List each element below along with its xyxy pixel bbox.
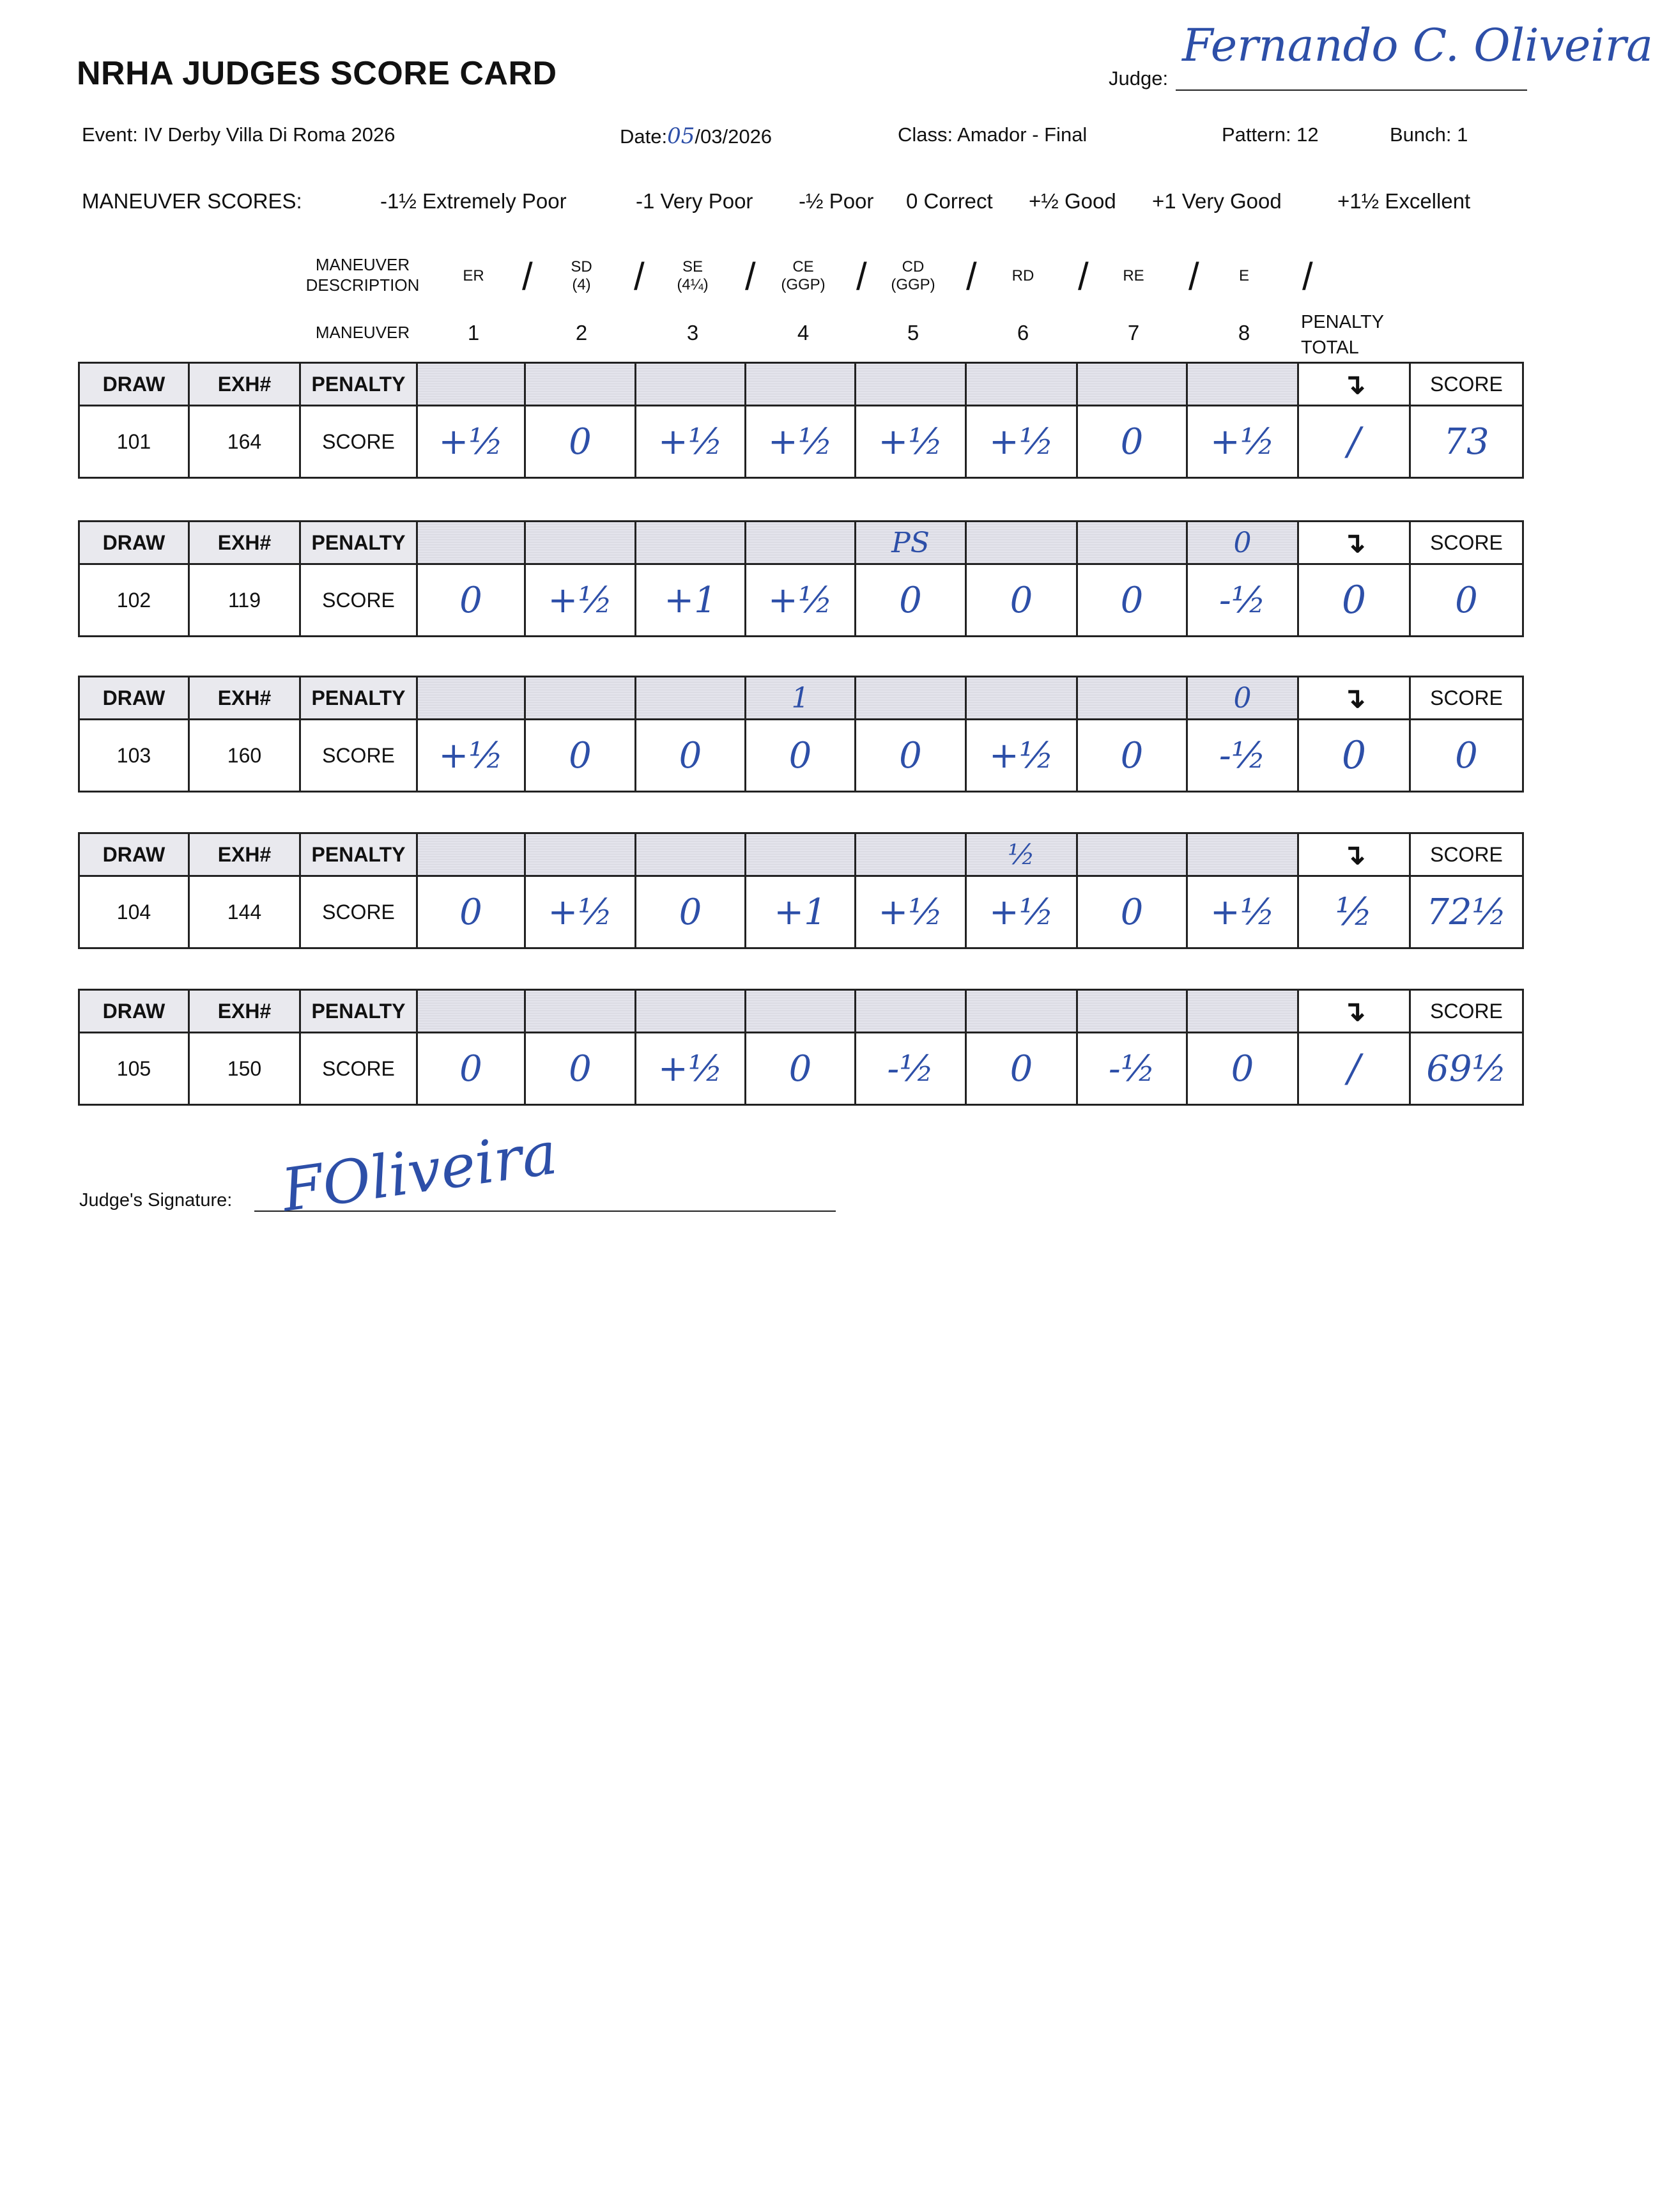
maneuver-score-cell[interactable]: +½ [417,720,525,792]
scale-item: -1½ Extremely Poor [380,189,567,213]
maneuver-detail: (GGP) [781,276,826,293]
scale-item: +½ Good [1029,189,1116,213]
penalty-cell[interactable] [417,363,525,406]
exhibitor-number: 150 [189,1033,300,1105]
maneuver-score-cell[interactable]: 0 [1187,1033,1298,1105]
date-day-handwritten: 05 [667,123,695,149]
penalty-cell[interactable] [856,522,966,564]
penalty-arrow-icon: ↴ [1298,990,1410,1033]
maneuver-score-cell[interactable]: 0 [746,720,856,792]
final-score-cell[interactable]: 72½ [1410,876,1523,948]
maneuver-score-cell[interactable]: +½ [856,406,966,478]
maneuver-code: SE [682,258,703,275]
score-row-label: SCORE [300,720,417,792]
scale-item: -1 Very Poor [636,189,753,213]
separator-slash: / [966,255,977,298]
penalty-header: PENALTY [300,363,417,406]
card-title: NRHA JUDGES SCORE CARD [77,55,557,92]
scale-item: +1½ Excellent [1337,189,1471,213]
score-header: SCORE [1410,833,1523,876]
penalty-cell[interactable] [636,990,746,1033]
maneuver-detail: (4) [572,276,591,293]
score-header: SCORE [1410,522,1523,564]
maneuver-score-cell[interactable]: 0 [966,564,1077,637]
penalty-cell[interactable] [417,833,525,876]
penalty-cell[interactable] [1077,833,1187,876]
header-row [79,363,1523,406]
penalty-cell[interactable] [417,522,525,564]
penalty-cell[interactable] [966,677,1077,720]
maneuver-score-cell[interactable]: 0 [856,720,966,792]
final-score-cell[interactable]: 0 [1410,720,1523,792]
header-row [79,677,1523,720]
maneuver-score-cell[interactable]: +½ [966,876,1077,948]
score-row [79,720,1523,792]
penalty-cell[interactable] [856,677,966,720]
maneuver-description [858,258,968,294]
maneuver-number: 4 [797,321,810,344]
penalty-cell[interactable] [525,833,636,876]
maneuver-score-cell[interactable]: 0 [1077,406,1187,478]
event-date [620,123,772,149]
scale-item: -½ Poor [799,189,874,213]
score-row [79,876,1523,948]
maneuver-number: 5 [907,321,919,344]
penalty-total-label: PENALTY TOTAL [1301,312,1385,358]
penalty-value-handwritten: 0 [1233,681,1252,715]
separator-slash: / [745,255,756,298]
separator-slash: / [522,255,533,298]
penalty-value-handwritten: PS [891,526,930,559]
maneuver-score-cell[interactable]: +½ [1187,876,1298,948]
maneuver-score-cell[interactable]: 0 [636,720,746,792]
separator-slash: / [1302,255,1313,298]
penalty-cell[interactable] [966,522,1077,564]
maneuver-description [419,267,528,285]
penalty-cell[interactable] [525,363,636,406]
maneuver-number: 2 [575,321,588,344]
exh-header: EXH# [189,363,300,406]
final-score-cell[interactable]: 73 [1410,406,1523,478]
penalty-cell[interactable] [1077,677,1187,720]
score-table-draw-103 [78,676,1524,793]
penalty-cell[interactable] [636,363,746,406]
penalty-cell[interactable] [856,833,966,876]
scale-item: 0 Correct [906,189,993,213]
draw-number: 102 [79,564,189,637]
penalty-arrow-icon: ↴ [1298,363,1410,406]
class-name: Class: Amador - Final [898,123,1088,146]
draw-number: 105 [79,1033,189,1105]
maneuver-description [638,258,748,294]
maneuver-score-cell[interactable]: 0 [856,564,966,637]
maneuver-score-cell[interactable]: 0 [636,876,746,948]
score-row [79,564,1523,637]
score-row [79,1033,1523,1105]
date-rest: /03/2026 [695,125,773,148]
maneuver-score-cell[interactable]: +½ [525,564,636,637]
maneuver-score-cell[interactable]: +½ [966,406,1077,478]
maneuver-description [1079,267,1188,285]
maneuver-number: 8 [1238,321,1250,344]
penalty-header: PENALTY [300,833,417,876]
penalty-cell[interactable] [636,677,746,720]
penalty-cell[interactable] [856,363,966,406]
score-row-label: SCORE [300,876,417,948]
penalty-value-handwritten: 1 [791,681,810,715]
date-label: Date: [620,125,668,148]
penalty-cell[interactable] [1077,363,1187,406]
draw-number: 101 [79,406,189,478]
final-score-cell[interactable]: 0 [1410,564,1523,637]
penalty-cell[interactable] [746,990,856,1033]
bunch-number: Bunch: 1 [1390,123,1468,146]
final-score-cell[interactable]: 69½ [1410,1033,1523,1105]
score-row-label: SCORE [300,406,417,478]
penalty-cell[interactable] [746,363,856,406]
maneuver-score-cell[interactable]: +½ [746,564,856,637]
maneuver-score-cell[interactable]: 0 [1077,564,1187,637]
separator-slash: / [1188,255,1199,298]
header-row [79,833,1523,876]
score-row [79,406,1523,478]
judge-name-handwritten: Fernando C. Oliveira [1182,19,1653,72]
pattern-number: Pattern: 12 [1222,123,1319,146]
scale-item: +1 Very Good [1152,189,1282,213]
judge-signature-handwritten: FOliveira [277,1118,562,1225]
penalty-header: PENALTY [300,522,417,564]
maneuver-score-cell[interactable]: -½ [856,1033,966,1105]
penalty-cell[interactable] [525,990,636,1033]
maneuver-scores-label: MANEUVER SCORES: [82,189,302,213]
penalty-arrow-icon: ↴ [1298,522,1410,564]
maneuver-number: 6 [1017,321,1029,344]
penalty-cell[interactable] [1187,677,1298,720]
penalty-cell[interactable] [746,833,856,876]
score-table-draw-105 [78,989,1524,1106]
penalty-cell[interactable] [966,833,1077,876]
maneuver-code: RD [1011,267,1034,284]
draw-header: DRAW [79,990,189,1033]
maneuver-score-cell[interactable]: -½ [1187,720,1298,792]
maneuver-score-cell[interactable]: +½ [525,876,636,948]
maneuver-score-cell[interactable]: +1 [636,564,746,637]
penalty-cell[interactable] [746,677,856,720]
maneuver-number: 3 [686,321,699,344]
maneuver-description [1189,267,1299,285]
separator-slash: / [1078,255,1089,298]
exhibitor-number: 164 [189,406,300,478]
score-header: SCORE [1410,990,1523,1033]
penalty-cell[interactable] [966,363,1077,406]
maneuver-code: RE [1123,267,1144,284]
penalty-total-cell[interactable]: 0 [1298,720,1410,792]
penalty-cell[interactable] [525,677,636,720]
header-row [79,990,1523,1033]
penalty-total-cell[interactable]: / [1298,406,1410,478]
maneuver-code: CE [792,258,814,275]
draw-number: 103 [79,720,189,792]
penalty-cell[interactable] [1187,522,1298,564]
event-name: Event: IV Derby Villa Di Roma 2026 [82,123,396,146]
maneuver-score-cell[interactable]: +½ [856,876,966,948]
judge-signature-label: Judge's Signature: [79,1190,233,1210]
maneuver-code: E [1238,267,1249,284]
maneuver-label: MANEUVER [315,323,410,342]
maneuver-score-cell[interactable]: -½ [1077,1033,1187,1105]
maneuver-score-cell[interactable]: 0 [746,1033,856,1105]
judge-label: Judge: [1109,67,1169,89]
maneuver-score-cell[interactable]: +½ [966,720,1077,792]
maneuver-score-cell[interactable]: +½ [1187,406,1298,478]
penalty-cell[interactable] [1187,833,1298,876]
penalty-cell[interactable] [417,990,525,1033]
score-header: SCORE [1410,363,1523,406]
score-table-draw-102 [78,520,1524,637]
maneuver-score-cell[interactable]: 0 [417,1033,525,1105]
penalty-header: PENALTY [300,677,417,720]
exhibitor-number: 160 [189,720,300,792]
maneuver-score-cell[interactable]: +½ [636,1033,746,1105]
score-row-label: SCORE [300,564,417,637]
draw-header: DRAW [79,677,189,720]
penalty-value-handwritten: 0 [1233,526,1252,559]
penalty-cell[interactable] [966,990,1077,1033]
exh-header: EXH# [189,522,300,564]
score-row-label: SCORE [300,1033,417,1105]
maneuver-code: ER [463,267,484,284]
maneuver-score-cell[interactable]: 0 [525,1033,636,1105]
maneuver-code: CD [902,258,925,275]
maneuver-score-cell[interactable]: +1 [746,876,856,948]
draw-number: 104 [79,876,189,948]
exh-header: EXH# [189,833,300,876]
maneuver-score-cell[interactable]: +½ [636,406,746,478]
maneuver-score-cell[interactable]: 0 [417,876,525,948]
penalty-value-handwritten: ½ [1008,838,1035,871]
penalty-cell[interactable] [1077,522,1187,564]
separator-slash: / [634,255,645,298]
maneuver-score-cell[interactable]: +½ [417,406,525,478]
maneuver-code: SD [571,258,592,275]
maneuver-score-cell[interactable]: 0 [966,1033,1077,1105]
exh-header: EXH# [189,990,300,1033]
maneuver-score-cell[interactable]: 0 [417,564,525,637]
maneuver-description-label: MANEUVER DESCRIPTION [305,255,420,295]
penalty-cell[interactable] [746,522,856,564]
maneuver-score-cell[interactable]: 0 [1077,876,1187,948]
penalty-cell[interactable] [636,833,746,876]
maneuver-score-cell[interactable]: -½ [1187,564,1298,637]
maneuver-score-cell[interactable]: 0 [525,720,636,792]
exh-header: EXH# [189,677,300,720]
penalty-cell[interactable] [417,677,525,720]
penalty-cell[interactable] [1187,990,1298,1033]
maneuver-score-cell[interactable]: 0 [1077,720,1187,792]
maneuver-description [748,258,858,294]
draw-header: DRAW [79,522,189,564]
penalty-cell[interactable] [525,522,636,564]
maneuver-description [527,258,636,294]
draw-header: DRAW [79,833,189,876]
maneuver-score-cell[interactable]: 0 [525,406,636,478]
maneuver-score-cell[interactable]: +½ [746,406,856,478]
penalty-cell[interactable] [1187,363,1298,406]
score-header: SCORE [1410,677,1523,720]
separator-slash: / [856,255,867,298]
maneuver-detail: (GGP) [891,276,935,293]
penalty-cell[interactable] [856,990,966,1033]
penalty-header: PENALTY [300,990,417,1033]
exhibitor-number: 144 [189,876,300,948]
maneuver-detail: (4¼) [677,276,709,293]
score-table-draw-104 [78,832,1524,949]
draw-header: DRAW [79,363,189,406]
header-row [79,522,1523,564]
penalty-arrow-icon: ↴ [1298,677,1410,720]
score-table-draw-101 [78,362,1524,479]
penalty-cell[interactable] [1077,990,1187,1033]
maneuver-description [968,267,1078,285]
penalty-cell[interactable] [636,522,746,564]
maneuver-number: 7 [1127,321,1140,344]
penalty-total-cell[interactable]: / [1298,1033,1410,1105]
penalty-arrow-icon: ↴ [1298,833,1410,876]
penalty-total-cell[interactable]: 0 [1298,564,1410,637]
exhibitor-number: 119 [189,564,300,637]
maneuver-number: 1 [467,321,480,344]
penalty-total-cell[interactable]: ½ [1298,876,1410,948]
